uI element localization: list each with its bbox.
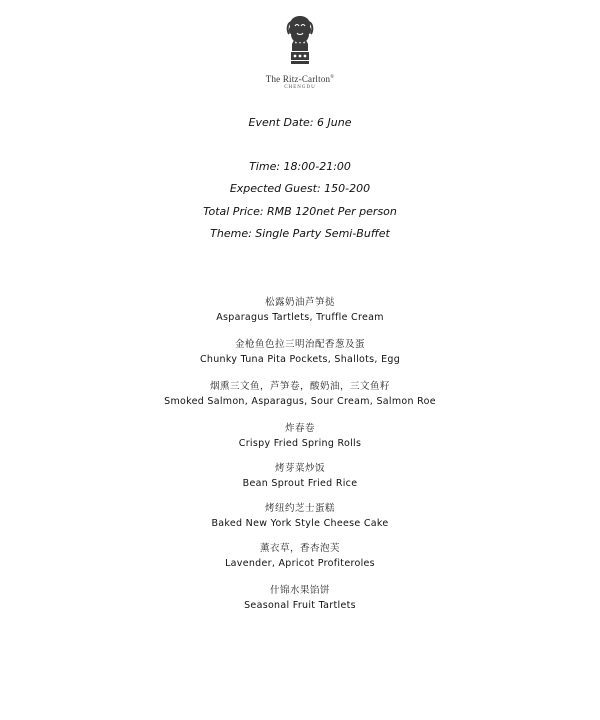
- menu-item: [0, 296, 600, 324]
- event-date: Event Date: 6 June: [248, 116, 352, 129]
- menu-item-english: Chunky Tuna Pita Pockets, Shallots, Egg: [199, 354, 401, 365]
- brand-city: CHENGDU: [284, 85, 316, 90]
- menu-item: [0, 380, 600, 408]
- brand-name: The Ritz-Carlton®: [265, 74, 335, 84]
- hotel-logo: [0, 14, 600, 91]
- menu-item-english: Crispy Fried Spring Rolls: [238, 438, 362, 449]
- menu-item-english: Asparagus Tartlets, Truffle Cream: [216, 312, 384, 323]
- menu-item-chinese: 薰衣草，香杏泡芙: [259, 543, 340, 554]
- total-price: Total Price: RMB 120net Per person: [203, 205, 397, 218]
- menu-item-chinese: 烤纽约芝士蛋糕: [264, 503, 335, 514]
- menu-item-chinese: 什锦水果馅饼: [269, 585, 330, 596]
- menu-item-chinese: 烟熏三文鱼，芦笋卷，酸奶油，三文鱼籽: [209, 381, 390, 392]
- lion-crown-icon: [283, 14, 317, 70]
- menu-item-english: Bean Sprout Fried Rice: [242, 478, 358, 489]
- menu-item: [0, 462, 600, 490]
- menu-item: [0, 502, 600, 530]
- menu-item: [0, 542, 600, 570]
- menu-item-chinese: 炸春卷: [284, 423, 315, 434]
- menu-item: [0, 422, 600, 450]
- menu-item-english: Smoked Salmon, Asparagus, Sour Cream, Salmon Roe: [164, 396, 436, 407]
- menu-item: [0, 584, 600, 612]
- event-time: Time: 18:00-21:00: [249, 160, 351, 173]
- menu-item-english: Lavender, Apricot Profiteroles: [225, 558, 375, 569]
- menu-item-english: Seasonal Fruit Tartlets: [244, 600, 356, 611]
- menu-item-chinese: 金枪鱼色拉三明治配香葱及蛋: [234, 339, 365, 350]
- menu-item-chinese: 烤芽菜炒饭: [274, 463, 325, 474]
- menu-item-chinese: 松露奶油芦笋挞: [264, 297, 335, 308]
- event-theme: Theme: Single Party Semi-Buffet: [210, 227, 390, 240]
- menu-item: [0, 338, 600, 366]
- expected-guests: Expected Guest: 150-200: [229, 182, 371, 195]
- menu-item-english: Baked New York Style Cheese Cake: [211, 518, 389, 529]
